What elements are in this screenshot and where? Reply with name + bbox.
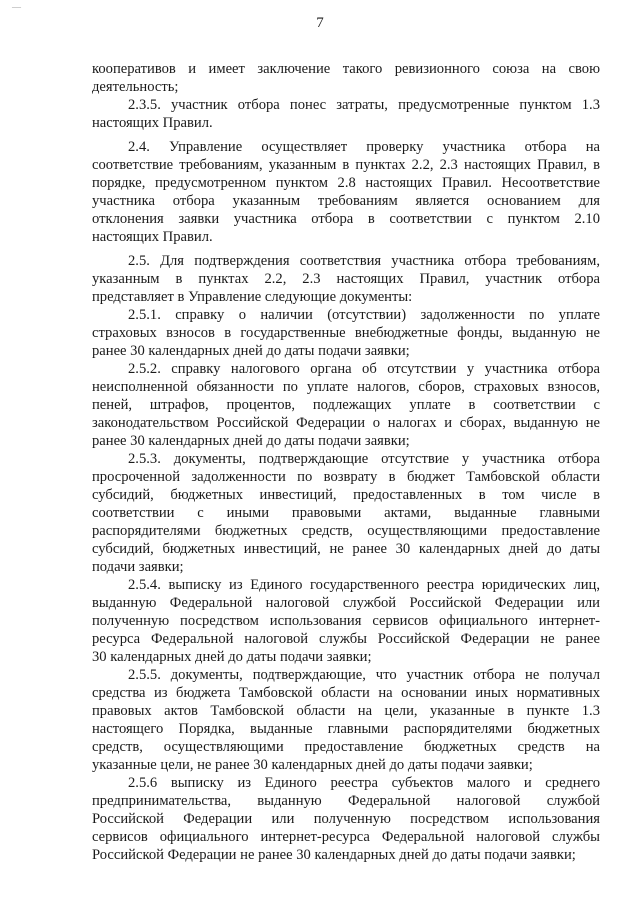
text-line: Российской Федерации или полученную посредством использования (92, 811, 600, 827)
paragraph (92, 360, 600, 450)
paragraph (92, 450, 600, 576)
text-line: соответствие требованиям, указанным в пунктах 2.2, 2.3 настоящих Правил, в (92, 157, 600, 173)
text-line: 2.5.5. документы, подтверждающие, что участник отбора не получал (128, 667, 600, 683)
text-line: распорядителями бюджетных средств, осуществляющими предоставление (92, 523, 600, 539)
text-line: предпринимательства, выданную Федеральной налоговой службой (92, 793, 600, 809)
paragraph (92, 576, 600, 666)
text-line: деятельность; (92, 79, 179, 95)
text-line: 2.4. Управление осуществляет проверку участника отбора на (128, 139, 600, 155)
text-line: указанные цели, не ранее 30 календарных дней до даты подачи заявки; (92, 757, 533, 773)
text-line: ранее 30 календарных дней до даты подачи заявки; (92, 343, 410, 359)
paragraph (92, 252, 600, 306)
document-body (92, 60, 600, 864)
text-line: неисполненной обязанности по уплате налогов, сборов, страховых взносов, (92, 379, 600, 395)
text-line: порядке, предусмотренном пунктом 2.8 настоящих Правил. Несоответствие (92, 175, 600, 191)
text-line: представляет в Управление следующие документы: (92, 289, 413, 305)
text-line: 2.5.1. справку о наличии (отсутствии) задолженности по уплате (128, 307, 600, 323)
text-line: просроченной задолженности по возврату в бюджет Тамбовской области (92, 469, 600, 485)
text-line: полученную посредством использования сервисов официального интернет- (92, 613, 600, 629)
paragraph (92, 306, 600, 360)
text-line: участника отбора указанным требованиям является основанием для (92, 193, 600, 209)
text-line: указанным в пунктах 2.2, 2.3 настоящих Правил, участник отбора (92, 271, 600, 287)
paragraph (92, 774, 600, 864)
text-line: 2.5.3. документы, подтверждающие отсутствие у участника отбора (128, 451, 600, 467)
corner-mark: — (12, 2, 21, 12)
text-line: настоящих Правил. (92, 115, 213, 131)
text-line: субсидий, бюджетных инвестиций, не ранее 30 календарных дней до даты (92, 541, 600, 557)
text-line: средства из бюджета Тамбовской области на основании иных нормативных (92, 685, 600, 701)
text-line: подачи заявки; (92, 559, 184, 575)
text-line: 2.5.4. выписку из Единого государственного реестра юридических лиц, (128, 577, 600, 593)
text-line: законодательством Российской Федерации о налогах и сборах, выданную не (92, 415, 600, 431)
paragraph (92, 138, 600, 246)
text-line: выданную Федеральной налоговой службой Российской Федерации или (92, 595, 600, 611)
text-line: ресурса Федеральной налоговой службы Российской Федерации не ранее (92, 631, 600, 647)
text-line: 30 календарных дней до даты подачи заявки; (92, 649, 372, 665)
text-line: настоящих Правил. (92, 229, 213, 245)
text-line: 2.5. Для подтверждения соответствия участника отбора требованиям, (128, 253, 600, 269)
text-line: средств, осуществляющими предоставление бюджетных средств на (92, 739, 600, 755)
paragraph (92, 60, 600, 96)
paragraph (92, 666, 600, 774)
text-line: пеней, штрафов, процентов, подлежащих уплате в соответствии с (92, 397, 600, 413)
text-line: 2.5.6 выписку из Единого реестра субъектов малого и среднего (128, 775, 600, 791)
text-line: Российской Федерации не ранее 30 календарных дней до даты подачи заявки; (92, 847, 576, 863)
text-line: 2.5.2. справку налогового органа об отсутствии у участника отбора (128, 361, 600, 377)
paragraph (92, 96, 600, 132)
text-line: соответствии с иными правовыми актами, выданные главными (92, 505, 600, 521)
text-line: правовых актов Тамбовской области на цели, указанные в пункте 1.3 (92, 703, 600, 719)
page-number: 7 (316, 15, 324, 31)
text-line: сервисов официального интернет-ресурса Федеральной налоговой службы (92, 829, 600, 845)
text-line: субсидий, бюджетных инвестиций, предоставленных в том числе в (92, 487, 600, 503)
text-line: отклонения заявки участника отбора в соответствии с пунктом 2.10 (92, 211, 600, 227)
text-line: кооперативов и имеет заключение такого ревизионного союза на свою (92, 61, 600, 77)
text-line: ранее 30 календарных дней до даты подачи заявки; (92, 433, 410, 449)
text-line: настоящего Порядка, выданные главными распорядителями бюджетных (92, 721, 600, 737)
text-line: 2.3.5. участник отбора понес затраты, предусмотренные пунктом 1.3 (128, 97, 600, 113)
text-line: страховых взносов в государственные внебюджетные фонды, выданную не (92, 325, 600, 341)
